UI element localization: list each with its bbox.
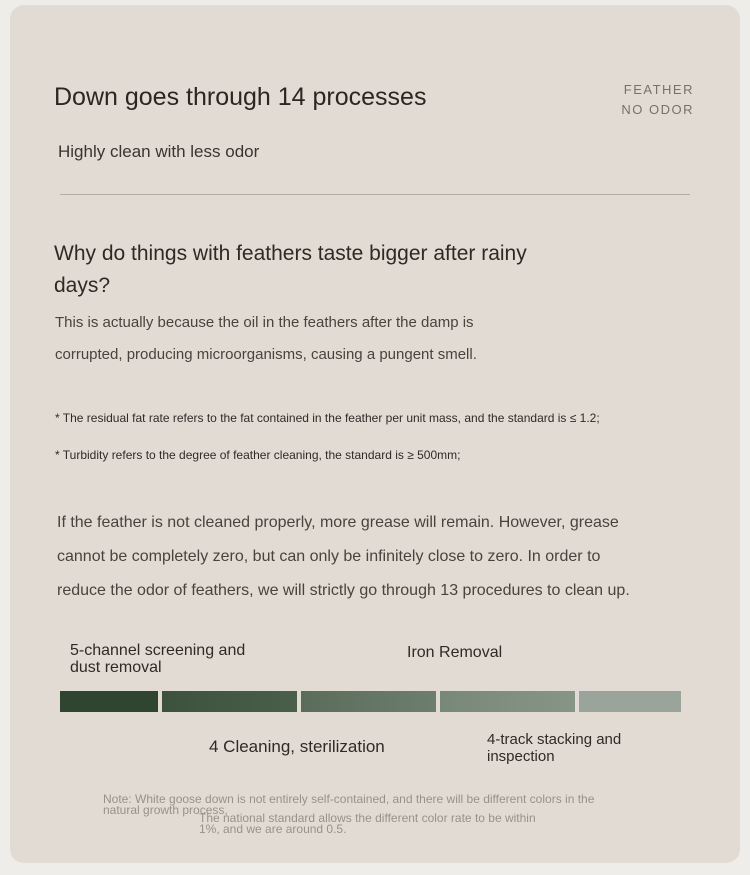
process-segment-5 — [579, 691, 681, 712]
step-inspection-label: 4-track stacking and inspection — [487, 731, 622, 765]
divider — [60, 194, 690, 195]
tag-feather: FEATHER — [623, 82, 694, 97]
page-title: Down goes through 14 processes — [54, 83, 427, 111]
step-screening-label: 5-channel screening and dust removal — [70, 642, 246, 676]
note-fat-rate: * The residual fat rate refers to the fat contained in the feather per unit mass, and the standard is ≤ 1.2; — [55, 411, 600, 425]
process-segment-1 — [60, 691, 158, 712]
footnote-line-1: Note: White goose down is not entirely self-contained, and there will be different colors in the natural growth process, — [103, 792, 595, 817]
footnote-line-2: The national standard allows the different color rate to be within 1%, and we are around 0.5. — [199, 811, 536, 836]
tag-no-odor: NO ODOR — [621, 102, 694, 117]
step-iron-removal-label: Iron Removal — [407, 644, 503, 661]
answer-paragraph: This is actually because the oil in the feathers after the damp is corrupted, producing microorganisms, causing a pungent smell. — [55, 314, 477, 363]
explanation-paragraph: If the feather is not cleaned properly, more grease will remain. However, grease cannot be completely zero, but can only be infinitely close to zero. In order to reduce the odor of feathers, we will strictly go through 13 procedures to clean up. — [57, 514, 630, 599]
process-segment-4 — [440, 691, 575, 712]
process-segment-3 — [301, 691, 436, 712]
question-heading: Why do things with feathers taste bigger after rainy days? — [54, 242, 527, 297]
process-segment-2 — [162, 691, 297, 712]
step-cleaning-label: 4 Cleaning, sterilization — [209, 737, 385, 756]
note-turbidity: * Turbidity refers to the degree of feather cleaning, the standard is ≥ 500mm; — [55, 448, 461, 462]
page-subtitle: Highly clean with less odor — [58, 142, 260, 161]
content-card — [10, 5, 740, 863]
process-bar — [60, 691, 683, 712]
